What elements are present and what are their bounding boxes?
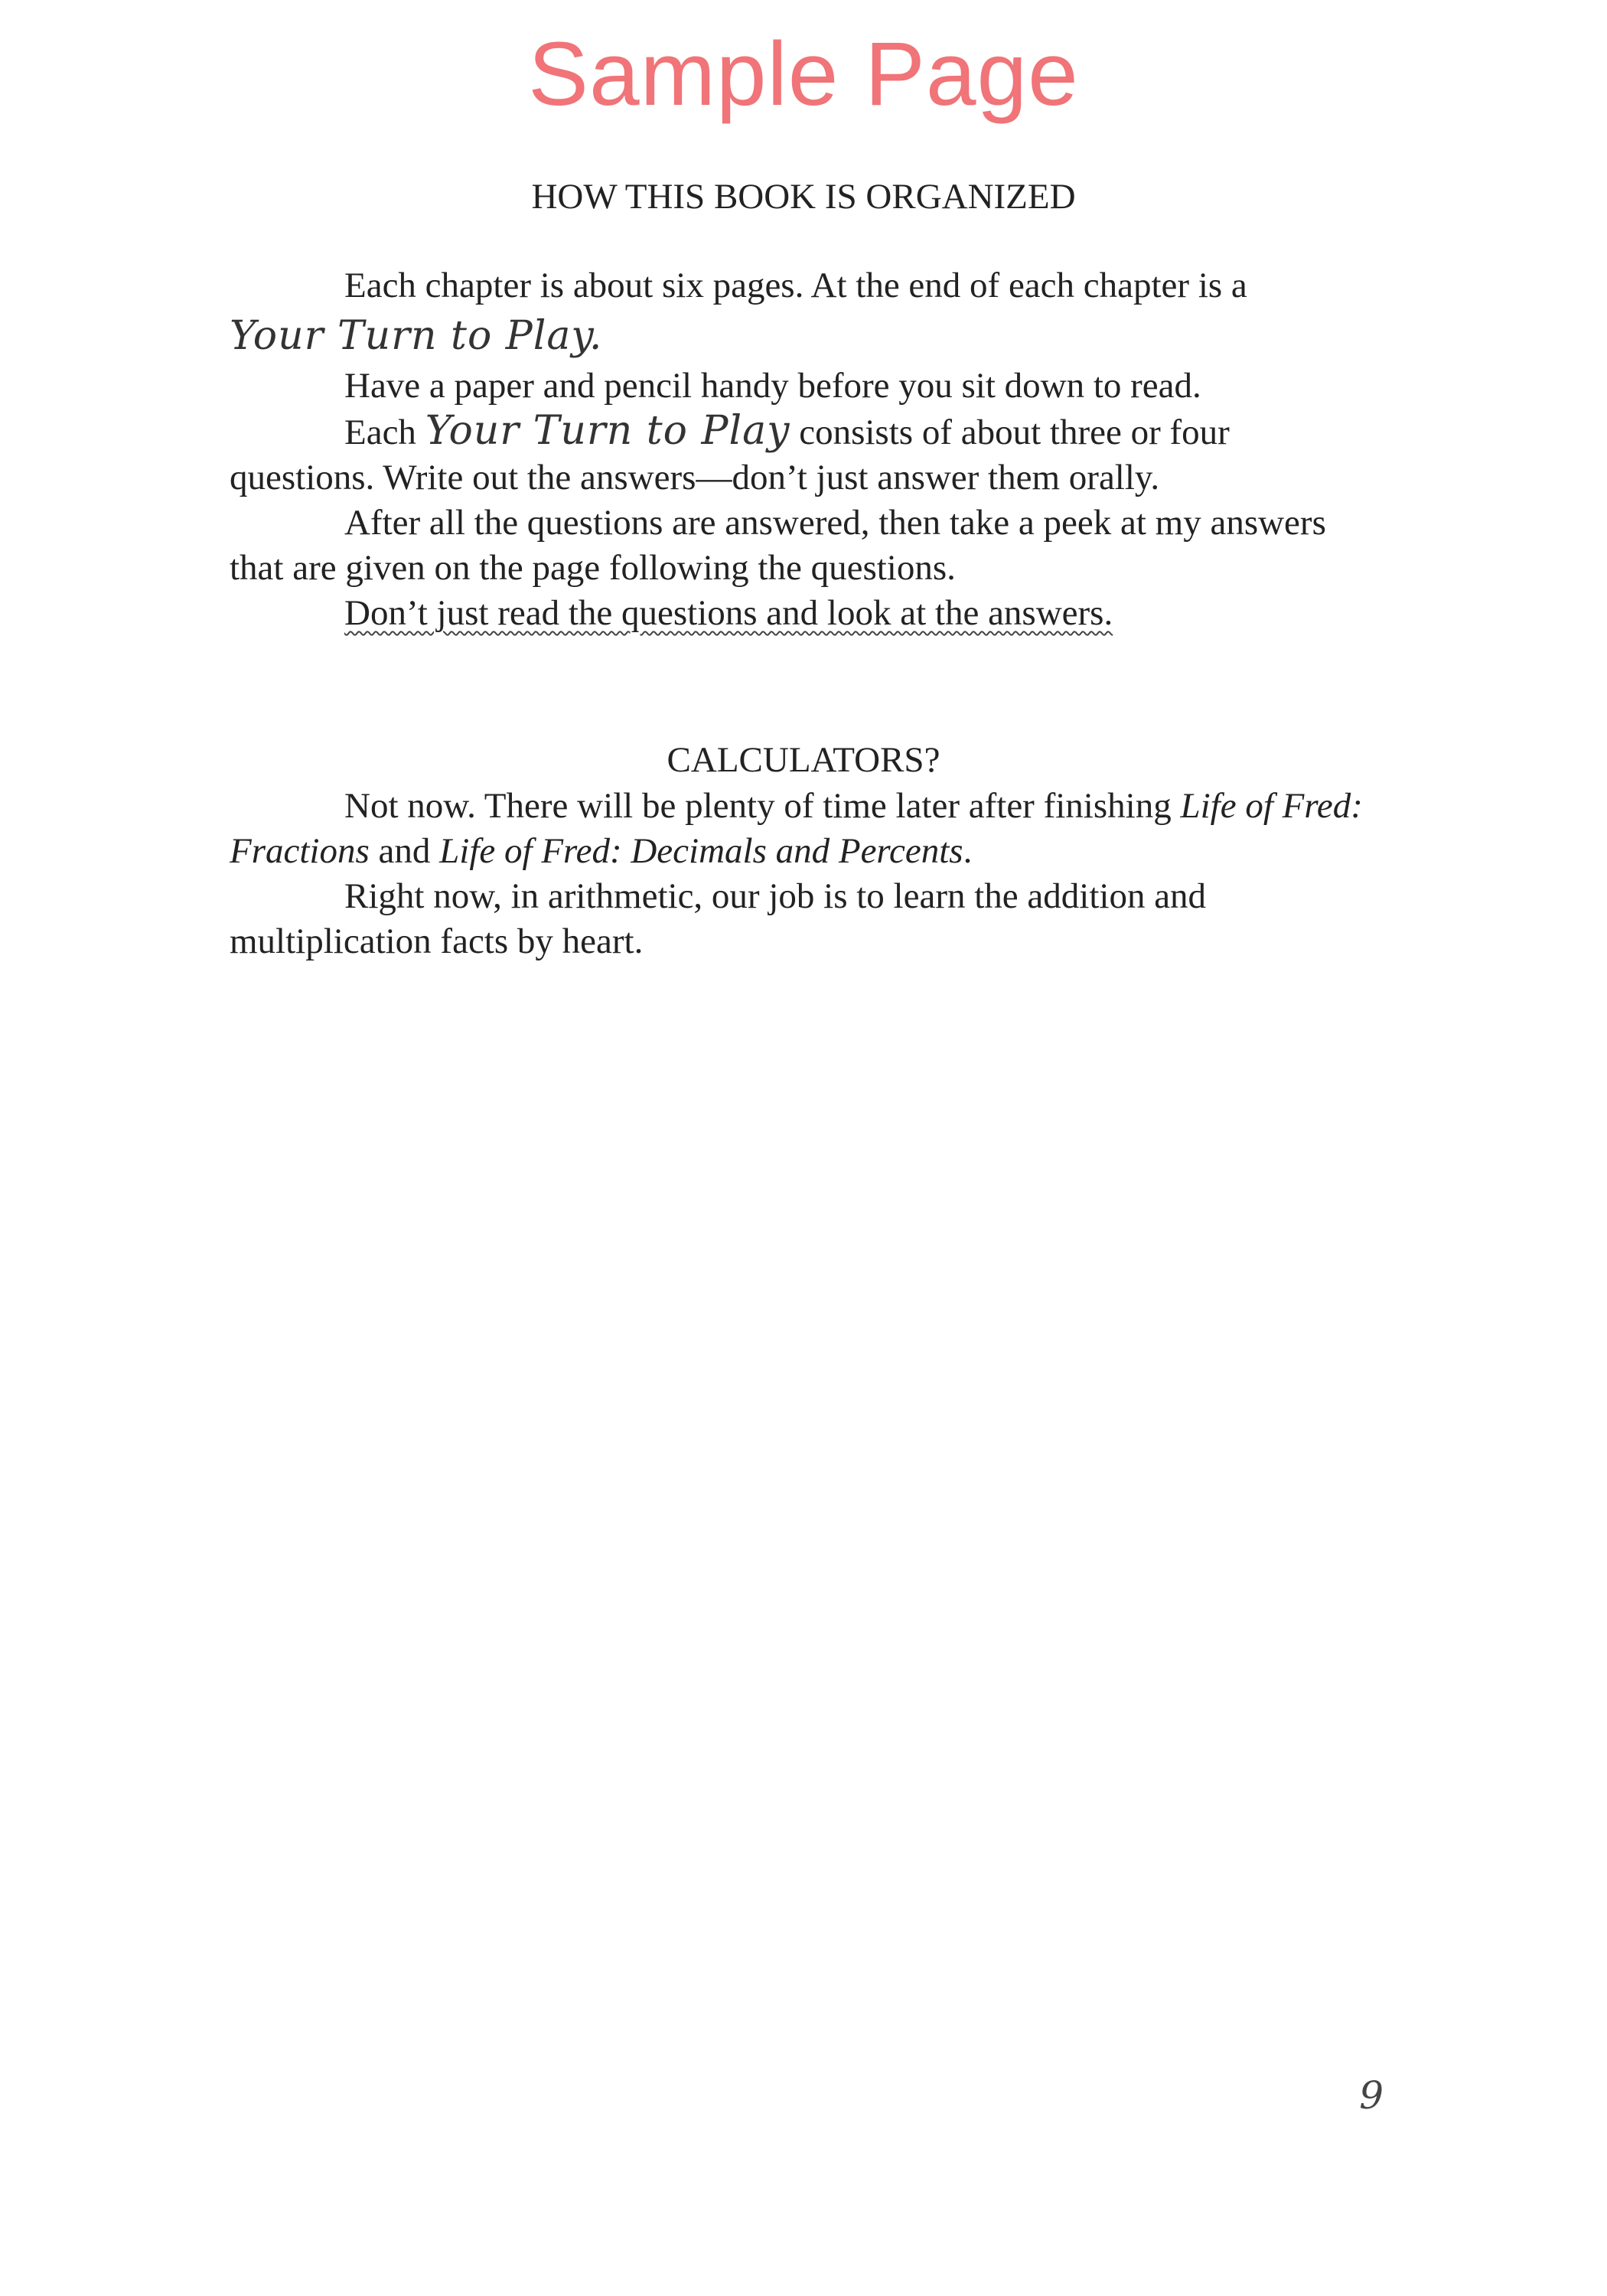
paragraph-paper-and-pencil: Have a paper and pencil handy before you sit down to read. — [344, 366, 1201, 406]
paragraph-peek-answers: After all the questions are answered, then take a peek at my answers that are given on the page following the questions. — [230, 503, 1326, 588]
paragraph-questions-start: Each — [344, 413, 425, 452]
paragraph-not-now-end: . — [963, 831, 973, 871]
paragraph-not-now-start: Not now. There will be plenty of time later after finishing — [344, 786, 1181, 826]
heading-how-this-book-is-organized: HOW THIS BOOK IS ORGANIZED — [531, 177, 1076, 217]
book-title-decimals-percents: Life of Fred: Decimals and Percents — [439, 831, 963, 871]
your-turn-to-play-script-text: Your Turn to Play — [230, 313, 589, 359]
paragraph-questions-rest: consists of about three or four questions. Write out the answers—don’t just answer them orally. — [230, 413, 1230, 497]
paragraph-not-now — [230, 784, 1377, 874]
page-number: 9 — [1359, 2073, 1384, 2118]
heading-calculators: CALCULATORS? — [667, 740, 940, 780]
book-title-fractions: Life of Fred: Fractions — [230, 786, 1363, 871]
paragraph-chapter-length — [230, 263, 1377, 359]
your-turn-to-play-inline-script: Your Turn to Play — [425, 408, 790, 454]
paragraph-questions — [230, 409, 1377, 501]
organized-section-body — [230, 263, 1377, 636]
underlined-warning: Don’t just read the questions and look at the answers. — [344, 593, 1113, 633]
paragraph-chapter-length-text: Each chapter is about six pages. At the end of each chapter is a — [344, 266, 1247, 305]
paragraph-dont-just-read — [230, 591, 1377, 636]
paragraph-right-now: Right now, in arithmetic, our job is to learn the addition and multiplication facts by heart. — [230, 876, 1207, 961]
your-turn-to-play-period: . — [588, 313, 603, 359]
paragraph-not-now-and: and — [369, 831, 440, 871]
sample-page-watermark: Sample Page — [528, 24, 1079, 125]
calculators-section-body — [230, 784, 1377, 964]
your-turn-to-play-script — [230, 313, 1377, 359]
